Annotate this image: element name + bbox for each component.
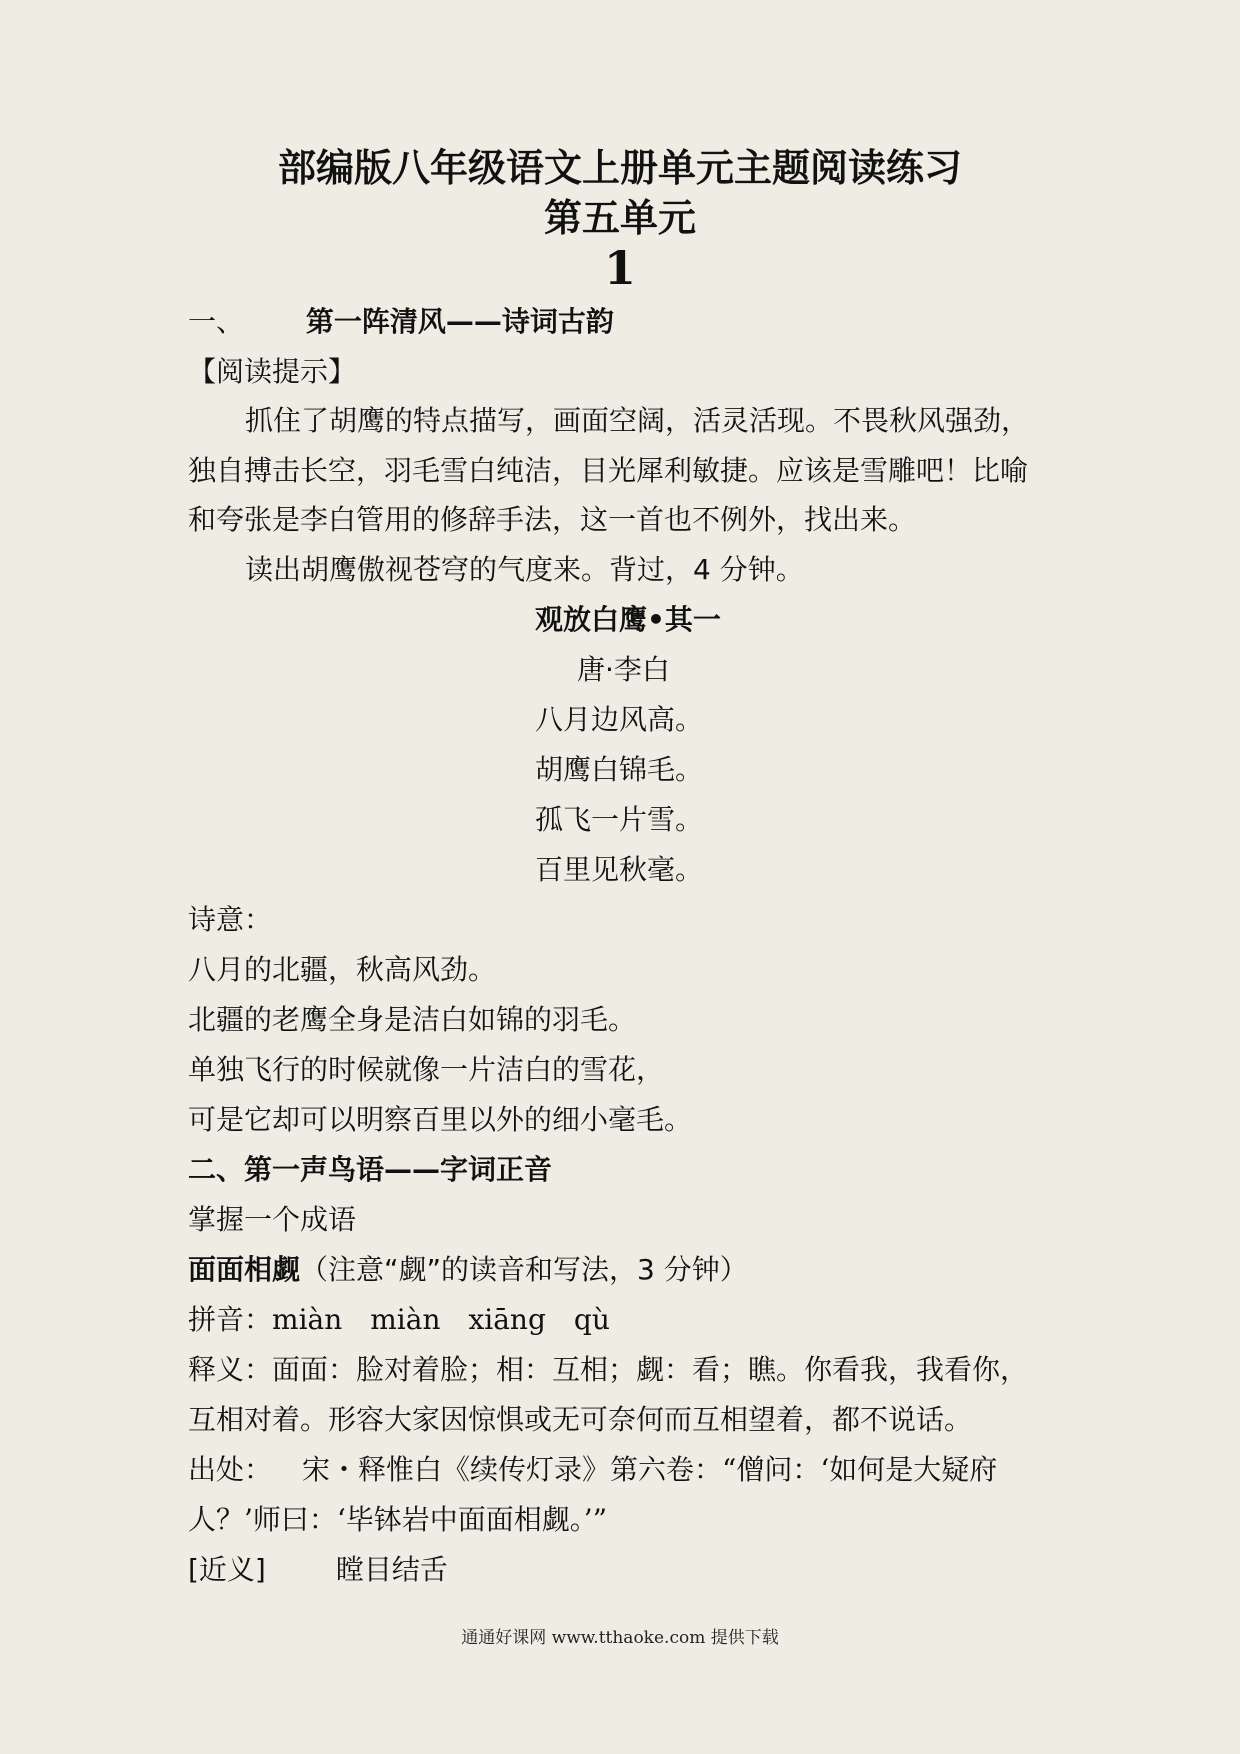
source-label: 出处：	[188, 1453, 273, 1486]
poem-line: 百里见秋毫。	[535, 853, 704, 886]
hint-line: 和夸张是李白管用的修辞手法，这一首也不例外，找出来。	[188, 503, 917, 536]
definition-line: 互相对着。形容大家因惊惧或无可奈何而互相望着，都不说话。	[188, 1403, 973, 1436]
section1-heading: 第一阵清风——诗词古韵	[305, 305, 614, 338]
poem-line: 胡鹰白锦毛。	[535, 753, 704, 786]
meaning-line: 单独飞行的时候就像一片洁白的雪花，	[188, 1053, 665, 1086]
document-title: 部编版八年级语文上册单元主题阅读练习	[277, 145, 962, 190]
synonym-row	[188, 1550, 1068, 1590]
meaning-line: 北疆的老鹰全身是洁白如锦的羽毛。	[188, 1003, 637, 1036]
idiom-note: （注意“觑”的读音和写法，3 分钟）	[300, 1253, 748, 1286]
poem-author: 唐·李白	[577, 653, 670, 686]
section2-heading: 二、第一声鸟语——字词正音	[188, 1153, 553, 1186]
recite-instruction: 读出胡鹰傲视苍穹的气度来。背过，4 分钟。	[245, 553, 804, 586]
idiom-intro: 掌握一个成语	[188, 1203, 357, 1236]
poem-title: 观放白鹰•其一	[535, 603, 721, 636]
section1-number: 一、	[188, 305, 245, 338]
hint-line: 抓住了胡鹰的特点描写，画面空阔，活灵活现。不畏秋风强劲，	[245, 404, 1030, 437]
pinyin-syllable: miàn	[370, 1303, 441, 1336]
meaning-line: 八月的北疆，秋高风劲。	[188, 953, 497, 986]
pinyin-syllable: miàn	[272, 1303, 343, 1336]
definition-label: 释义：	[188, 1353, 273, 1386]
poem-line: 八月边风高。	[535, 703, 704, 736]
definition-line: 面面：脸对着脸；相：互相；觑：看；瞧。你看我，我看你，	[272, 1353, 1029, 1386]
hint-line: 独自搏击长空，羽毛雪白纯洁，目光犀利敏捷。应该是雪雕吧！比喻	[188, 454, 1029, 487]
pinyin-row	[188, 1300, 1068, 1340]
idiom-word: 面面相觑	[188, 1253, 301, 1286]
source-line: 人？’师曰：‘毕钵岩中面面相觑。’”	[188, 1503, 608, 1536]
source-row	[188, 1450, 1068, 1490]
source-line: 宋・释惟白《续传灯录》第六卷：“僧问：‘如何是大疑府	[302, 1453, 998, 1486]
reading-hint-label: 【阅读提示】	[188, 355, 357, 388]
pinyin-syllable: qù	[573, 1303, 610, 1336]
synonym-label: [近义]	[188, 1553, 266, 1586]
meaning-line: 可是它却可以明察百里以外的细小毫毛。	[188, 1103, 693, 1136]
pinyin-syllable: xiāng	[468, 1303, 546, 1336]
definition-row	[188, 1350, 1068, 1390]
poem-line: 孤飞一片雪。	[535, 803, 704, 836]
page-footer: 通通好课网 www.tthaoke.com 提供下载	[461, 1628, 779, 1648]
unit-title: 第五单元	[543, 195, 696, 240]
pinyin-label: 拼音：	[188, 1303, 273, 1336]
meaning-label: 诗意：	[188, 903, 273, 936]
idiom-row	[188, 1250, 1068, 1290]
synonym-word: 瞠目结舌	[335, 1553, 448, 1586]
lesson-number: 1	[603, 241, 636, 295]
section1-heading-row	[188, 302, 1068, 342]
